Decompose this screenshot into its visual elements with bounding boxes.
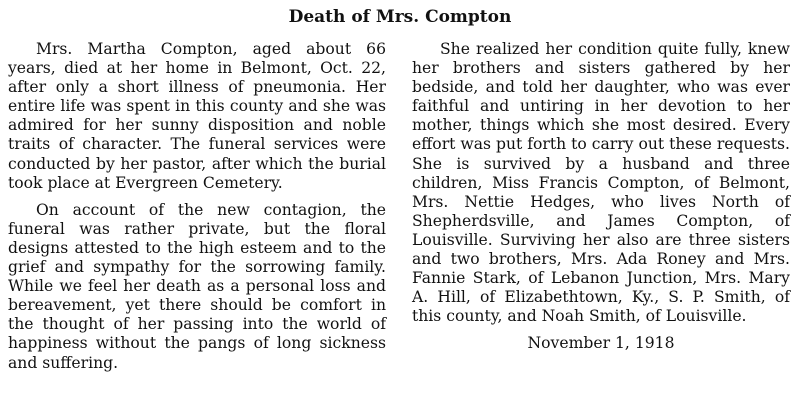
article-title: Death of Mrs. Compton [288, 7, 512, 27]
left-column [8, 40, 386, 381]
paragraph-2: On account of the new contagion, the funeral was rather private, but the floral designs attested to the high esteem and to the grief and sympathy for the sorrowing family. While we feel her death as a personal loss and bereavement, yet there should be comfort in the thought of her passing into the world of happiness without the pangs of long sickness and suffering. [8, 200, 386, 372]
paragraph-1: Mrs. Martha Compton, aged about 66 years, died at her home in Belmont, Oct. 22, after only a short illness of pneumonia. Her entire life was spent in this county and she was admired for her sunny disposition and noble traits of character. The funeral services were conducted by her pastor, after which the burial took place at Evergreen Cemetery. [8, 40, 386, 192]
right-column [412, 40, 790, 362]
article-date: November 1, 1918 [527, 334, 675, 353]
paragraph-3: She realized her condition quite fully, knew her brothers and sisters gathered by her bedside, and told her daughter, who was ever faithful and untiring in her devotion to her mother, things which she most desired. Every effort was put forth to carry out these requests. She is survived by a husband and three children, Miss Francis Compton, of Belmont, Mrs. Nettie Hedges, who lives North of Shepherdsville, and James Compton, of Louisville. Surviving her also are three sisters and two brothers, Mrs. Ada Roney and Mrs. Fannie Stark, of Lebanon Junction, Mrs. Mary A. Hill, of Elizabethtown, Ky., S. P. Smith, of this county, and Noah Smith, of Louisville. [412, 40, 790, 326]
